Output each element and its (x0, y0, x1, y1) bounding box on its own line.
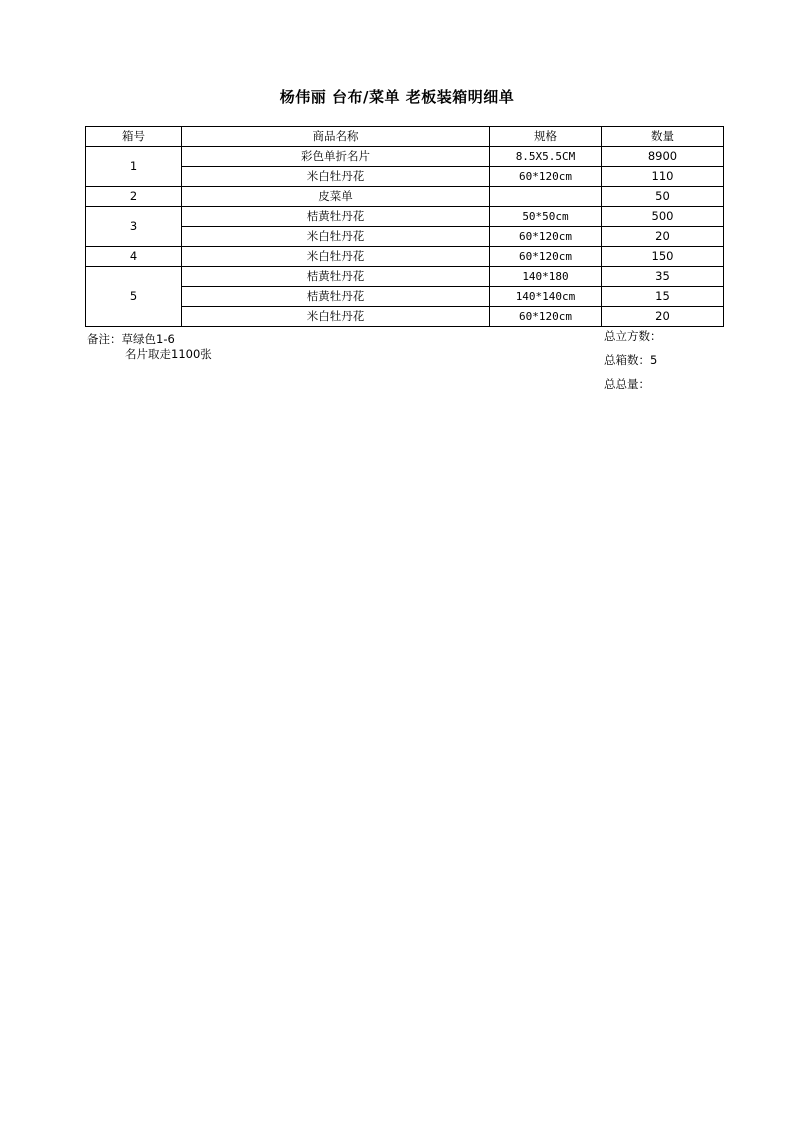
document-title: 杨伟丽 台布/菜单 老板装箱明细单 (279, 88, 515, 106)
qty-cell: 15 (602, 287, 724, 307)
box-number-cell: 3 (86, 207, 182, 247)
product-cell: 米白牡丹花 (182, 307, 490, 327)
qty-cell: 50 (602, 187, 724, 207)
table-row (86, 227, 724, 247)
header-spec: 规格 (490, 127, 602, 147)
note-line-2: 名片取走1100张 (125, 347, 212, 361)
table-row (86, 267, 724, 287)
product-cell: 桔黄牡丹花 (182, 207, 490, 227)
spec-cell: 8.5X5.5CM (490, 147, 602, 167)
product-cell: 米白牡丹花 (182, 227, 490, 247)
notes (87, 332, 212, 362)
table-row (86, 167, 724, 187)
table-row (86, 247, 724, 267)
header-qty: 数量 (602, 127, 724, 147)
total-boxes: 总箱数：5 (604, 353, 658, 367)
spec-cell: 50*50cm (490, 207, 602, 227)
box-number-cell: 2 (86, 187, 182, 207)
product-cell: 桔黄牡丹花 (182, 267, 490, 287)
product-cell: 彩色单折名片 (182, 147, 490, 167)
box-number-cell: 4 (86, 247, 182, 267)
qty-cell: 150 (602, 247, 724, 267)
qty-cell: 20 (602, 307, 724, 327)
spec-cell: 60*120cm (490, 307, 602, 327)
table-row (86, 307, 724, 327)
table-row (86, 187, 724, 207)
spec-cell: 60*120cm (490, 247, 602, 267)
qty-cell: 35 (602, 267, 724, 287)
table-header-row (86, 127, 724, 147)
box-number-cell: 1 (86, 147, 182, 187)
totals (604, 329, 662, 401)
table-row (86, 207, 724, 227)
qty-cell: 110 (602, 167, 724, 187)
note-line-1: 备注：草绿色1-6 (87, 332, 175, 346)
header-box-no: 箱号 (86, 127, 182, 147)
packing-list-table (85, 126, 724, 327)
product-cell: 桔黄牡丹花 (182, 287, 490, 307)
spec-cell: 140*180 (490, 267, 602, 287)
spec-cell (490, 187, 602, 207)
total-weight: 总总量： (604, 377, 650, 391)
spec-cell: 60*120cm (490, 227, 602, 247)
qty-cell: 20 (602, 227, 724, 247)
table-row (86, 147, 724, 167)
product-cell: 米白牡丹花 (182, 167, 490, 187)
total-volume: 总立方数： (604, 329, 662, 343)
spec-cell: 60*120cm (490, 167, 602, 187)
box-number-cell: 5 (86, 267, 182, 327)
product-cell: 米白牡丹花 (182, 247, 490, 267)
qty-cell: 8900 (602, 147, 724, 167)
qty-cell: 500 (602, 207, 724, 227)
header-product: 商品名称 (182, 127, 490, 147)
spec-cell: 140*140cm (490, 287, 602, 307)
product-cell: 皮菜单 (182, 187, 490, 207)
table-body (86, 147, 724, 327)
table-row (86, 287, 724, 307)
